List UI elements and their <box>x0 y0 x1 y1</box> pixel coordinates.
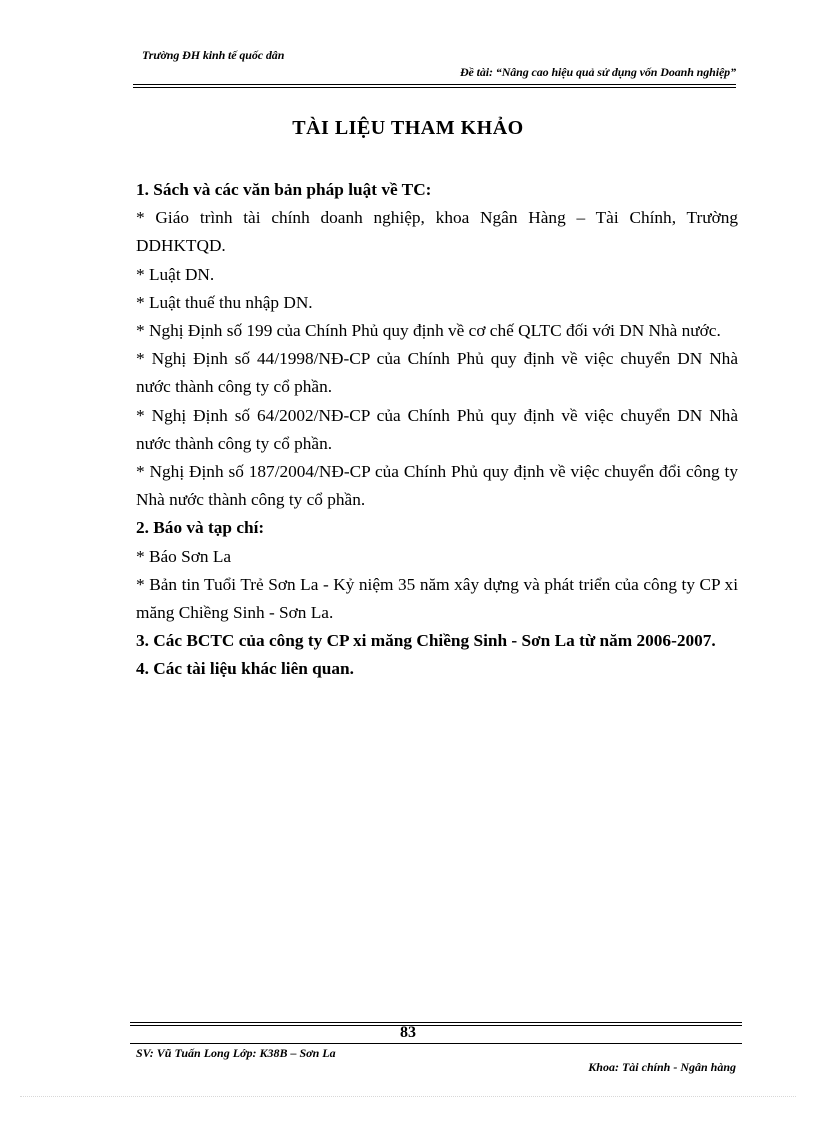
reference-paragraph: 4. Các tài liệu khác liên quan. <box>136 659 354 679</box>
page-title: TÀI LIỆU THAM KHẢO <box>292 117 524 139</box>
reference-paragraph: * Nghị Định số 44/1998/NĐ-CP của Chính Phủ quy định về việc chuyển DN Nhà nước thành công ty cổ phần. <box>136 349 738 397</box>
page-number: 83 <box>400 1024 416 1041</box>
reference-paragraph: * Nghị Định số 64/2002/NĐ-CP của Chính Phủ quy định về việc chuyển DN Nhà nước thành công ty cổ phần. <box>136 405 738 453</box>
reference-paragraph: 2. Báo và tạp chí: <box>136 518 265 538</box>
footer-rule <box>130 1022 742 1023</box>
reference-paragraph: * Luật thuế thu nhập DN. <box>136 292 313 312</box>
page-edge-divider <box>20 1096 796 1097</box>
header-topic: Đề tài: “Nâng cao hiệu quả sử dụng vốn Doanh nghiệp” <box>459 65 736 79</box>
reference-paragraph: 1. Sách và các văn bản pháp luật về TC: <box>136 180 432 199</box>
reference-paragraph: * Bản tin Tuổi Trẻ Sơn La - Kỷ niệm 35 năm xây dựng và phát triển của công ty CP xi măng Chiềng Sinh - Sơn La. <box>136 574 738 623</box>
header-rule <box>133 84 736 85</box>
reference-list <box>136 176 738 684</box>
footer-rule <box>130 1043 742 1044</box>
reference-paragraph: 3. Các BCTC của công ty CP xi măng Chiềng Sinh - Sơn La từ năm 2006-2007. <box>136 631 716 651</box>
reference-paragraph: * Nghị Định số 187/2004/NĐ-CP của Chính Phủ quy định về việc chuyển đổi công ty Nhà nước thành công ty cổ phần. <box>136 462 738 510</box>
reference-paragraph: * Giáo trình tài chính doanh nghiệp, khoa Ngân Hàng – Tài Chính, Trường DDHKTQD. <box>136 208 738 256</box>
header-rule <box>133 87 736 88</box>
reference-paragraph: * Nghị Định số 199 của Chính Phủ quy định về cơ chế QLTC đối với DN Nhà nước. <box>136 321 721 341</box>
footer-student: SV: Vũ Tuấn Long Lớp: K38B – Sơn La <box>136 1046 336 1060</box>
reference-paragraph: * Luật DN. <box>136 264 215 284</box>
reference-paragraph: * Báo Sơn La <box>136 546 232 566</box>
header-school: Trường ĐH kinh tế quốc dân <box>142 48 285 62</box>
footer-faculty: Khoa: Tài chính - Ngân hàng <box>588 1060 736 1074</box>
